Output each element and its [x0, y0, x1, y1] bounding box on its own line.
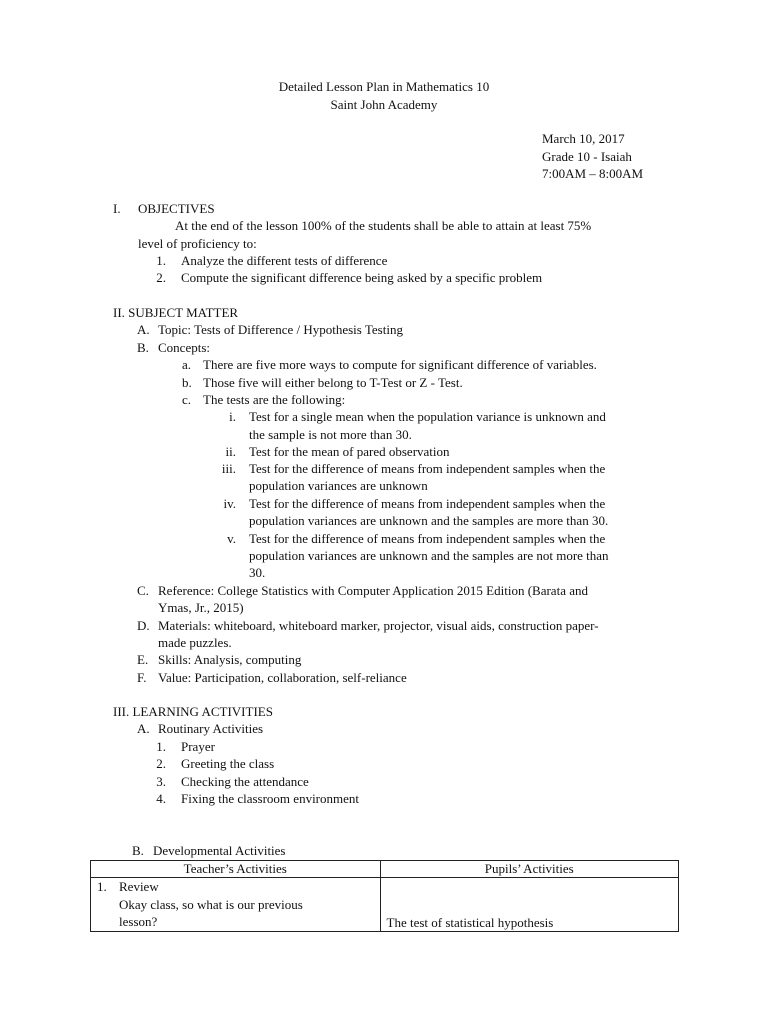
objective-item: Compute the significant difference being asked by a specific problem [181, 270, 543, 285]
concept-letter: a. [182, 357, 192, 372]
value-letter: F. [137, 670, 147, 685]
test-numeral: iii. [221, 461, 236, 476]
test-item: Test for the mean of pared observation [249, 444, 450, 459]
test-item: Test for the difference of means from independent samples when the [249, 531, 606, 546]
routinary-number: 3. [156, 774, 166, 789]
review-number: 1. [97, 879, 107, 894]
concept-letter: c. [182, 392, 192, 407]
test-numeral: iv. [223, 496, 236, 511]
objectives-intro: At the end of the lesson 100% of the students shall be able to attain at least 75% [175, 218, 592, 233]
table-header-row [91, 861, 679, 878]
lesson-date: March 10, 2017 [542, 131, 625, 146]
objective-item: Analyze the different tests of difference [181, 253, 388, 268]
routinary-activities-label: Routinary Activities [158, 721, 264, 736]
activities-table [90, 860, 679, 932]
routinary-number: 2. [156, 756, 166, 771]
concepts-label: Concepts: [158, 340, 210, 355]
routinary-item: Checking the attendance [181, 774, 309, 789]
objective-number: 1. [156, 253, 166, 268]
materials-letter: D. [137, 618, 150, 633]
learning-activities-heading: III. LEARNING ACTIVITIES [113, 704, 273, 719]
document-title: Detailed Lesson Plan in Mathematics 10 [278, 79, 490, 94]
objective-number: 2. [156, 270, 166, 285]
materials-continued: made puzzles. [158, 635, 232, 650]
objectives-number: I. [113, 201, 121, 216]
materials: Materials: whiteboard, whiteboard marker, projector, visual aids, construction paper- [158, 618, 599, 633]
test-numeral: i. [229, 409, 236, 424]
table-row [91, 878, 679, 932]
developmental-activities-label: Developmental Activities [153, 843, 286, 858]
routinary-number: 4. [156, 791, 166, 806]
test-item: Test for the difference of means from independent samples when the [249, 496, 606, 511]
teacher-question: Okay class, so what is our previous [119, 896, 303, 912]
objectives-intro-continued: level of proficiency to: [138, 236, 257, 251]
test-item: Test for a single mean when the population variance is unknown and [249, 409, 606, 424]
school-name: Saint John Academy [330, 97, 438, 112]
test-item-continued: population variances are unknown and the samples are more than 30. [249, 513, 609, 528]
test-item: Test for the difference of means from independent samples when the [249, 461, 606, 476]
routinary-item: Prayer [181, 739, 215, 754]
teacher-question-continued: lesson? [119, 914, 158, 929]
topic: Topic: Tests of Difference / Hypothesis Testing [158, 322, 403, 337]
reference-continued: Ymas, Jr., 2015) [158, 600, 244, 615]
reference: Reference: College Statistics with Computer Application 2015 Edition (Barata and [158, 583, 588, 598]
topic-letter: A. [137, 322, 150, 337]
review-title: Review [119, 879, 159, 894]
teacher-activities-header: Teacher’s Activities [91, 861, 381, 878]
objectives-heading: OBJECTIVES [138, 201, 215, 216]
grade-section: Grade 10 - Isaiah [542, 149, 632, 164]
test-item-continued: population variances are unknown and the samples are not more than [249, 548, 609, 563]
concept-item: There are five more ways to compute for significant difference of variables. [203, 357, 597, 372]
developmental-letter: B. [132, 843, 144, 858]
routinary-item: Fixing the classroom environment [181, 791, 360, 806]
pupil-activity-cell [380, 878, 678, 932]
concept-item: Those five will either belong to T-Test or Z - Test. [203, 375, 463, 390]
subject-matter-heading: II. SUBJECT MATTER [113, 305, 239, 320]
test-numeral: v. [227, 531, 236, 546]
reference-letter: C. [137, 583, 149, 598]
routinary-item: Greeting the class [181, 756, 275, 771]
pupil-answer: The test of statistical hypothesis [386, 914, 554, 930]
routinary-letter: A. [137, 721, 150, 736]
concept-letter: b. [182, 375, 192, 390]
test-item-continued: population variances are unknown [249, 478, 428, 493]
test-numeral: ii. [225, 444, 236, 459]
routinary-number: 1. [156, 739, 166, 754]
teacher-activity-cell [91, 878, 381, 932]
pupils-activities-header: Pupils’ Activities [380, 861, 678, 878]
skills-letter: E. [137, 652, 149, 667]
class-time: 7:00AM – 8:00AM [542, 166, 644, 181]
test-item-continued: the sample is not more than 30. [249, 427, 412, 442]
concepts-letter: B. [137, 340, 149, 355]
values: Value: Participation, collaboration, self-reliance [158, 670, 407, 685]
concept-item: The tests are the following: [203, 392, 346, 407]
skills: Skills: Analysis, computing [158, 652, 302, 667]
test-item-continued: 30. [249, 565, 266, 580]
